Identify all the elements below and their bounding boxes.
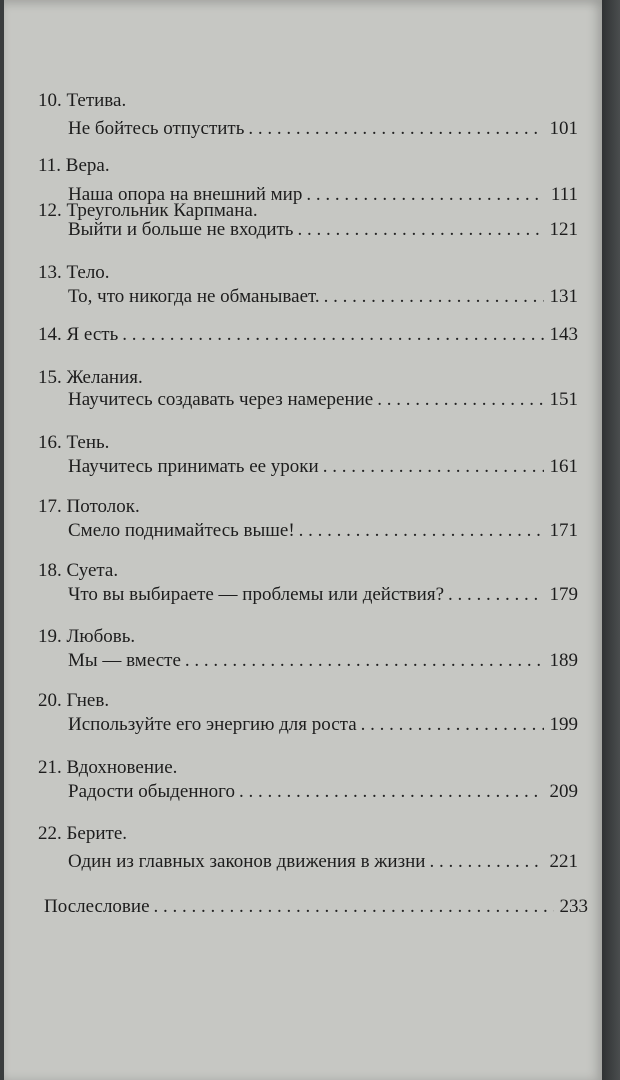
dot-leader (297, 219, 544, 241)
toc-entry-title: 17. Потолок. (38, 496, 140, 517)
dot-leader (185, 650, 544, 672)
dot-leader (429, 851, 544, 873)
toc-entry-subtitle: Научитесь принимать ее уроки (68, 456, 319, 477)
toc-entry-line (68, 286, 578, 308)
toc-entry-subtitle: Выйти и больше не входить (68, 219, 294, 240)
toc-entry-title: 16. Тень. (38, 432, 110, 453)
toc-entry-title: 20. Гнев. (38, 690, 110, 711)
dot-leader (299, 520, 544, 542)
toc-page-number: 143 (549, 324, 578, 345)
toc-entry-title: 13. Тело. (38, 262, 110, 283)
toc-entry-subtitle: То, что никогда не обманывает. (68, 286, 320, 307)
toc-page-number: 233 (559, 896, 588, 917)
toc-entry-line (68, 851, 578, 873)
dot-leader (324, 286, 544, 308)
toc-entry-line (68, 520, 578, 542)
toc-entry-title: 19. Любовь. (38, 626, 136, 647)
toc-page-number: 111 (550, 184, 578, 205)
toc-entry-title: Послесловие (44, 896, 150, 917)
toc-entry-title: 14. Я есть (38, 324, 119, 345)
toc-page-number: 151 (549, 389, 578, 410)
toc-page-number: 161 (549, 456, 578, 477)
dot-leader (306, 184, 544, 206)
toc-entry-title: 22. Берите. (38, 823, 127, 844)
toc-entry-line (68, 650, 578, 672)
toc-entry-subtitle: Что вы выбираете — проблемы или действия? (68, 584, 445, 605)
toc-entry-title: 15. Желания. (38, 367, 143, 388)
toc-entry-line (68, 584, 578, 606)
toc-entry-subtitle: Научитесь создавать через намерение (68, 389, 374, 410)
toc-entry-line (38, 324, 578, 346)
toc-entry-line (68, 456, 578, 478)
toc-page-number: 189 (549, 650, 578, 671)
toc-entry-line (68, 389, 578, 411)
toc-page-number: 131 (549, 286, 578, 307)
dot-leader (239, 781, 544, 803)
toc-page-number: 209 (549, 781, 578, 802)
toc-entry-title: 12. Треугольник Карпмана. (38, 200, 258, 221)
toc-entry-line (68, 781, 578, 803)
dot-leader (122, 324, 544, 346)
toc-page-number: 199 (549, 714, 578, 735)
toc-page-number: 179 (549, 584, 578, 605)
toc-entry-title: 18. Суета. (38, 560, 119, 581)
dot-leader (248, 118, 544, 140)
dot-leader (377, 389, 544, 411)
toc-entry-line (68, 714, 578, 736)
dot-leader (361, 714, 544, 736)
toc-entry-subtitle: Один из главных законов движения в жизни (68, 851, 426, 872)
dot-leader (323, 456, 544, 478)
toc-page-number: 171 (549, 520, 578, 541)
toc-entry-subtitle: Наша опора на внешний мир (68, 184, 303, 205)
toc-entry-subtitle: Радости обыденного (68, 781, 235, 802)
toc-page-number: 221 (549, 851, 578, 872)
toc-entry-title: 21. Вдохновение. (38, 757, 178, 778)
dot-leader (448, 584, 544, 606)
book-edge (602, 0, 620, 1080)
toc-entry-subtitle: Мы — вместе (68, 650, 181, 671)
toc-entry-title: 10. Тетива. (38, 90, 127, 111)
toc-entry-subtitle: Используйте его энергию для роста (68, 714, 357, 735)
toc-entry-subtitle: Не бойтесь отпустить (68, 118, 245, 139)
book-page (4, 0, 602, 1080)
dot-leader (154, 896, 554, 918)
toc-page-number: 121 (549, 219, 578, 240)
toc-page-number: 101 (549, 118, 578, 139)
toc-entry-subtitle: Смело поднимайтесь выше! (68, 520, 295, 541)
toc-entry-line (68, 118, 578, 140)
toc-entry-line (44, 896, 588, 918)
toc-entry-line (68, 219, 578, 241)
toc-entry-title: 11. Вера. (38, 155, 110, 176)
